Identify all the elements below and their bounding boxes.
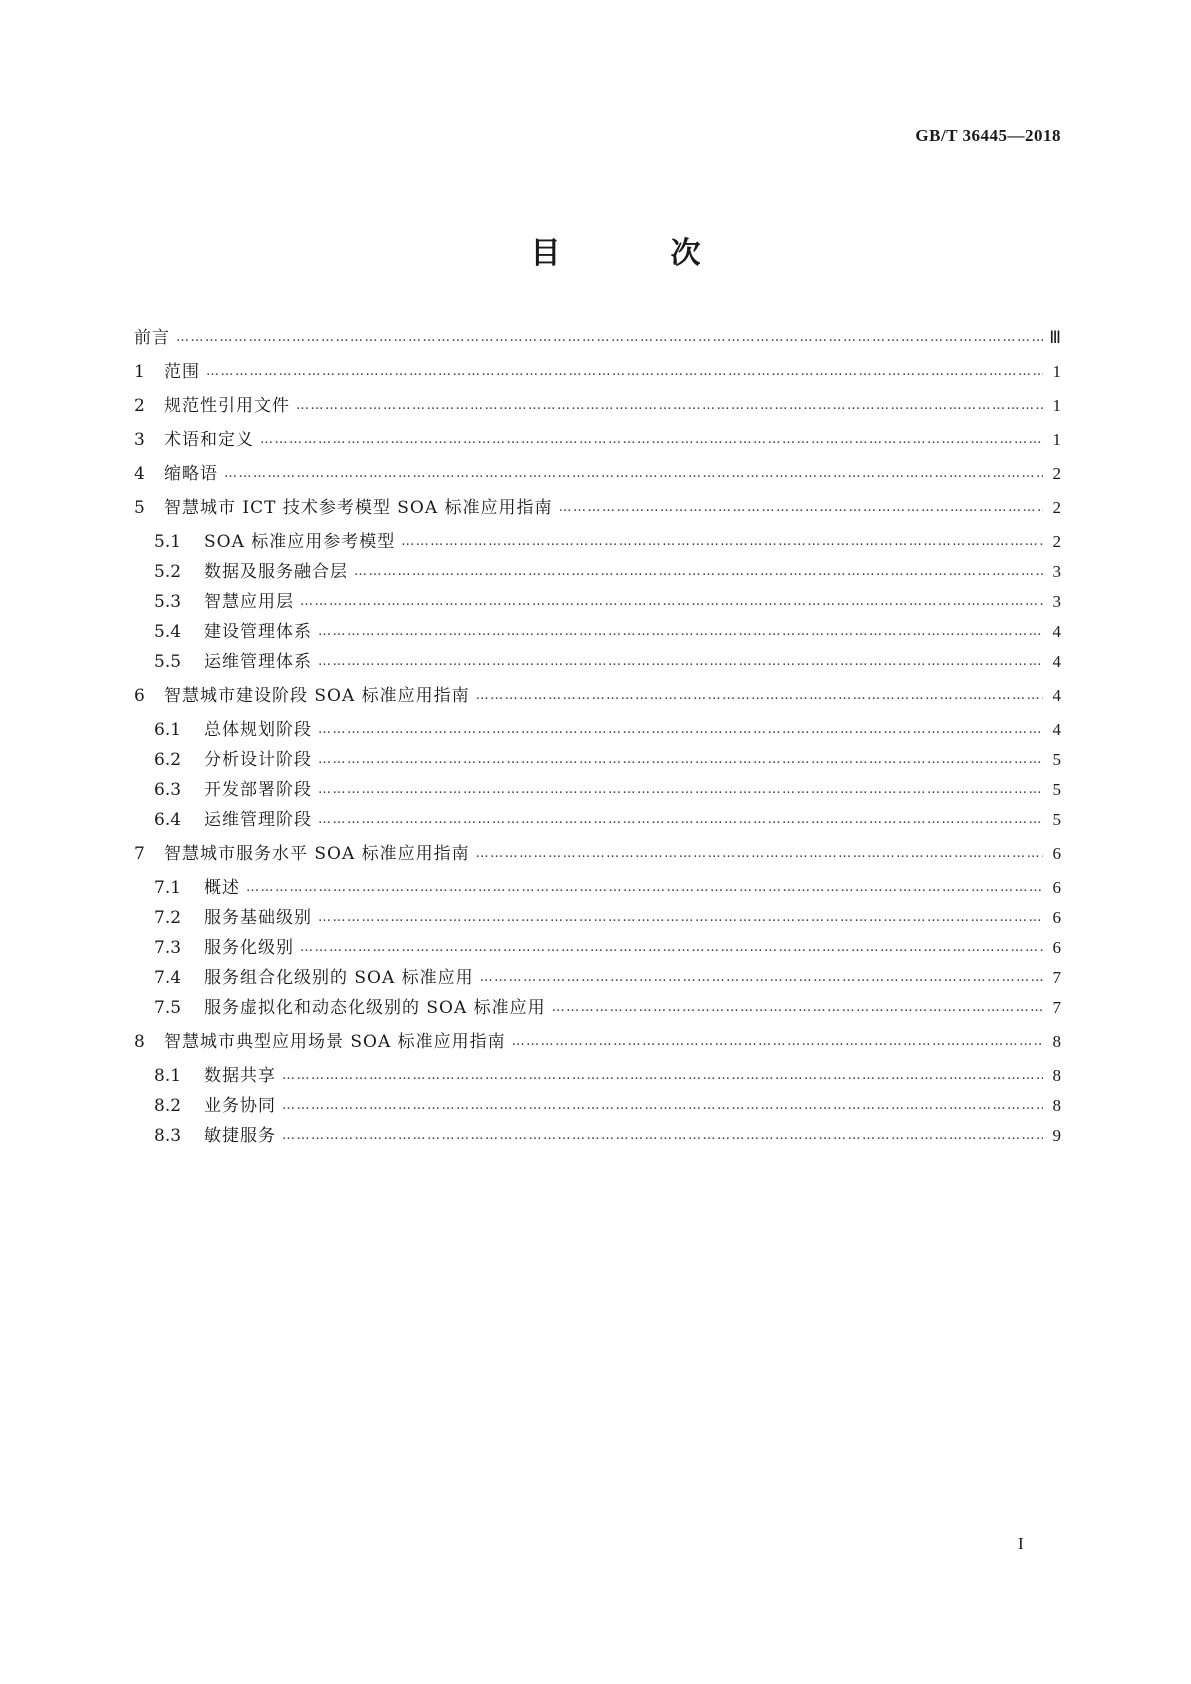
toc-leader-dots <box>318 748 1043 772</box>
toc-entry-page: 8 <box>1052 1066 1061 1085</box>
toc-entry[interactable] <box>134 360 1061 384</box>
toc-entry-label: 缩略语 <box>164 464 218 484</box>
toc-leader-dots <box>296 394 1043 418</box>
toc-entry-label: 建设管理体系 <box>204 622 312 642</box>
toc-entry-page: 4 <box>1052 652 1061 671</box>
toc-entry-page: 4 <box>1052 720 1061 739</box>
toc-entry-label: 运维管理阶段 <box>204 810 312 830</box>
toc-subentry[interactable] <box>154 808 1061 832</box>
toc-leader-dots <box>176 326 1043 350</box>
toc-entry-number: 8.1 <box>154 1066 182 1086</box>
toc-leader-dots <box>476 842 1043 866</box>
toc-entry[interactable] <box>134 496 1061 520</box>
toc-entry-label: 智慧城市典型应用场景 SOA 标准应用指南 <box>164 1032 506 1052</box>
toc-subentry[interactable] <box>154 650 1061 674</box>
toc-entry-page: 2 <box>1052 498 1061 517</box>
toc-leader-dots <box>318 778 1043 802</box>
toc-entry-number: 5.5 <box>154 652 182 672</box>
toc-entry-label: 敏捷服务 <box>204 1126 276 1146</box>
toc-leader-dots <box>401 530 1043 554</box>
toc-entry-page: 2 <box>1052 464 1061 483</box>
toc-entry-label: 概述 <box>204 878 240 898</box>
toc-entry-number: 6 <box>134 686 145 706</box>
toc-subentry[interactable] <box>154 718 1061 742</box>
toc-entry-page: 8 <box>1052 1096 1061 1115</box>
toc-entry-page: 5 <box>1052 780 1061 799</box>
toc-entry-page: 9 <box>1052 1126 1061 1145</box>
toc-subentry[interactable] <box>154 876 1061 900</box>
toc-subentry[interactable] <box>154 620 1061 644</box>
toc-leader-dots <box>224 462 1043 486</box>
toc-subentry[interactable] <box>154 1124 1061 1148</box>
toc-entry-number: 5.4 <box>154 622 182 642</box>
toc-subentry[interactable] <box>154 590 1061 614</box>
toc-entry-label: 运维管理体系 <box>204 652 312 672</box>
toc-entry-label: 智慧城市 ICT 技术参考模型 SOA 标准应用指南 <box>164 498 553 518</box>
page-number: I <box>1018 1534 1024 1553</box>
toc-subentry[interactable] <box>154 1064 1061 1088</box>
toc-entry-number: 8.3 <box>154 1126 182 1146</box>
toc-leader-dots <box>318 718 1043 742</box>
toc-entry-number: 6.2 <box>154 750 182 770</box>
toc-entry-page: Ⅲ <box>1049 328 1061 347</box>
toc-entry-page: 7 <box>1052 968 1061 987</box>
toc-entry-label: 分析设计阶段 <box>204 750 312 770</box>
toc-entry-label: 服务化级别 <box>204 938 294 958</box>
toc-subentry[interactable] <box>154 996 1061 1020</box>
toc-leader-dots <box>206 360 1043 384</box>
toc-subentry[interactable] <box>154 560 1061 584</box>
toc-entry-label: 业务协同 <box>204 1096 276 1116</box>
toc-leader-dots <box>480 966 1043 990</box>
toc-leader-dots <box>300 590 1043 614</box>
toc-entry-page: 1 <box>1052 396 1061 415</box>
toc-entry-page: 7 <box>1052 998 1061 1017</box>
toc-entry[interactable] <box>134 684 1061 708</box>
toc-entry-label: 开发部署阶段 <box>204 780 312 800</box>
toc-entry-page: 1 <box>1052 362 1061 381</box>
toc-leader-dots <box>282 1124 1043 1148</box>
toc-entry-number: 7.4 <box>154 968 182 988</box>
toc-entry-number: 6.1 <box>154 720 182 740</box>
toc-entry[interactable] <box>134 462 1061 486</box>
toc-entry-number: 7.2 <box>154 908 182 928</box>
toc-subentry[interactable] <box>154 966 1061 990</box>
toc-entry-page: 6 <box>1052 938 1061 957</box>
toc-leader-dots <box>282 1094 1043 1118</box>
toc-entry-page: 8 <box>1052 1032 1061 1051</box>
toc-entry-number: 5.2 <box>154 562 182 582</box>
toc-subentry[interactable] <box>154 530 1061 554</box>
toc-leader-dots <box>260 428 1043 452</box>
toc-leader-dots <box>282 1064 1043 1088</box>
toc-entry-number: 7.3 <box>154 938 182 958</box>
toc-subentry[interactable] <box>154 778 1061 802</box>
toc-leader-dots <box>318 650 1043 674</box>
toc-entry-label: 服务虚拟化和动态化级别的 SOA 标准应用 <box>204 998 546 1018</box>
toc-leader-dots <box>318 906 1043 930</box>
toc-entry-label: 总体规划阶段 <box>204 720 312 740</box>
toc-entry-page: 4 <box>1052 686 1061 705</box>
toc-entry-number: 5.1 <box>154 532 182 552</box>
toc-entry-page: 4 <box>1052 622 1061 641</box>
toc-entry-number: 2 <box>134 396 145 416</box>
toc-entry-page: 2 <box>1052 532 1061 551</box>
toc-entry[interactable] <box>134 394 1061 418</box>
toc-entry-number: 7 <box>134 844 145 864</box>
toc-entry-label: 前言 <box>134 328 170 348</box>
document-code: GB/T 36445—2018 <box>915 126 1061 145</box>
toc-entry-number: 8.2 <box>154 1096 182 1116</box>
toc-leader-dots <box>318 808 1043 832</box>
toc-subentry[interactable] <box>154 748 1061 772</box>
toc-entry-number: 3 <box>134 430 145 450</box>
toc-entry-label: 术语和定义 <box>164 430 254 450</box>
toc-entry-number: 6.3 <box>154 780 182 800</box>
toc-entry-number: 4 <box>134 464 145 484</box>
toc-leader-dots <box>318 620 1043 644</box>
toc-entry-label: 数据及服务融合层 <box>204 562 348 582</box>
toc-subentry[interactable] <box>154 1094 1061 1118</box>
toc-leader-dots <box>300 936 1043 960</box>
toc-entry-number: 7.5 <box>154 998 182 1018</box>
toc-leader-dots <box>354 560 1043 584</box>
toc-entry-page: 5 <box>1052 750 1061 769</box>
toc-entry-page: 6 <box>1052 908 1061 927</box>
toc-leader-dots <box>552 996 1043 1020</box>
toc-entry-page: 3 <box>1052 592 1061 611</box>
toc-leader-dots <box>246 876 1043 900</box>
toc-leader-dots <box>559 496 1043 520</box>
toc-entry-page: 5 <box>1052 810 1061 829</box>
toc-entry-label: 智慧城市建设阶段 SOA 标准应用指南 <box>164 686 470 706</box>
toc-entry-label: SOA 标准应用参考模型 <box>204 532 396 552</box>
toc-entry[interactable] <box>134 842 1061 866</box>
toc-entry-page: 6 <box>1052 878 1061 897</box>
toc-entry-number: 6.4 <box>154 810 182 830</box>
toc-entry-foreword[interactable] <box>134 326 1061 350</box>
toc-entry-number: 5 <box>134 498 145 518</box>
toc-entry[interactable] <box>134 1030 1061 1054</box>
toc-entry[interactable] <box>134 428 1061 452</box>
toc-leader-dots <box>476 684 1043 708</box>
toc-entry-label: 智慧城市服务水平 SOA 标准应用指南 <box>164 844 470 864</box>
toc-entry-label: 数据共享 <box>204 1066 276 1086</box>
toc-entry-page: 6 <box>1052 844 1061 863</box>
toc-entry-label: 智慧应用层 <box>204 592 294 612</box>
toc-entry-label: 规范性引用文件 <box>164 396 290 416</box>
toc-title: 目 次 <box>530 236 741 271</box>
toc-entry-number: 1 <box>134 362 145 382</box>
toc-entry-page: 1 <box>1052 430 1061 449</box>
toc-entry-number: 7.1 <box>154 878 182 898</box>
toc-entry-label: 服务组合化级别的 SOA 标准应用 <box>204 968 474 988</box>
toc-entry-number: 8 <box>134 1032 145 1052</box>
toc-entry-page: 3 <box>1052 562 1061 581</box>
toc-entry-label: 范围 <box>164 362 200 382</box>
toc-subentry[interactable] <box>154 936 1061 960</box>
toc-entry-number: 5.3 <box>154 592 182 612</box>
toc-entry-label: 服务基础级别 <box>204 908 312 928</box>
toc-subentry[interactable] <box>154 906 1061 930</box>
toc-leader-dots <box>512 1030 1043 1054</box>
